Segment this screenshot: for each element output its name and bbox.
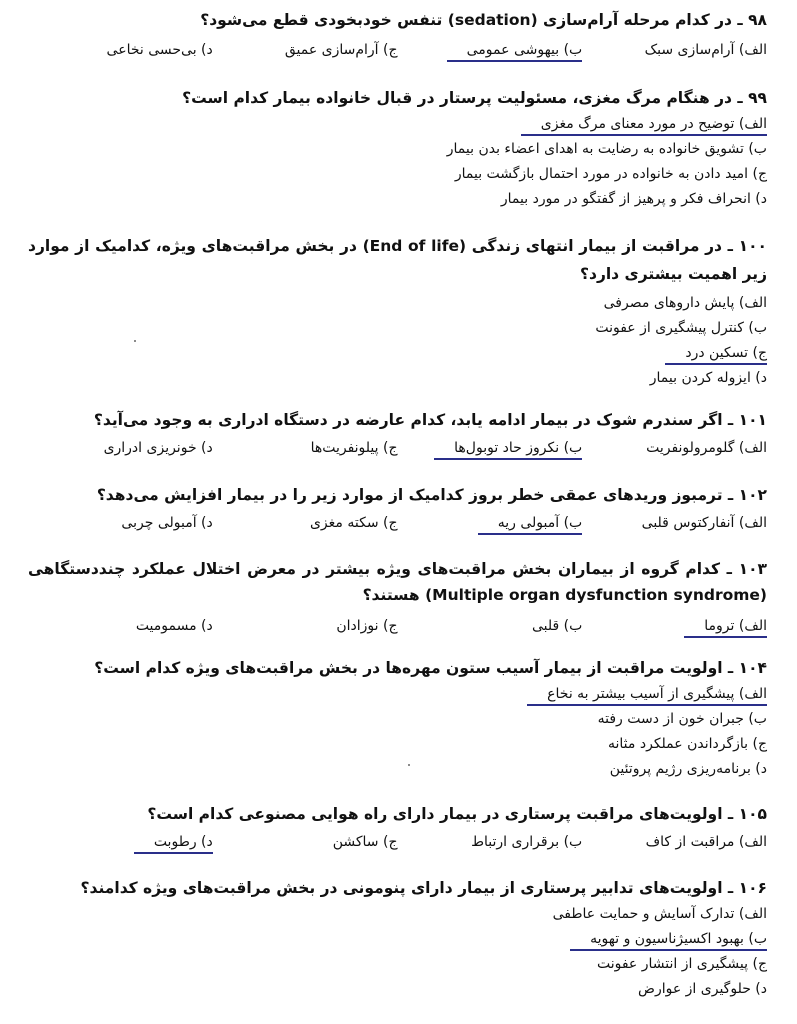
option-b[interactable]: ب) تشویق خانواده به رضایت به اهدای اعضاء بدن بیمار [446, 141, 767, 157]
option-c[interactable]: ج) پیلونفریت‌ها [310, 440, 398, 456]
scan-speck [134, 340, 136, 342]
option-d[interactable]: د) ایزوله کردن بیمار [649, 370, 767, 386]
options-row [28, 511, 767, 536]
question-stem: ۱۰۶ ـ اولویت‌های تدابیر پرستاری از بیمار دارای پنومونی در بخش مراقبت‌های ویژه کدامند؟ [80, 879, 767, 897]
question-stem: ۹۸ ـ در کدام مرحله آرام‌سازی (sedation) تنفس خودبخودی قطع می‌شود؟ [200, 11, 767, 29]
question-106 [28, 876, 767, 1002]
question-stem: ۹۹ ـ در هنگام مرگ مغزی، مسئولیت پرستار در قبال خانواده بیمار کدام است؟ [182, 89, 767, 107]
question-101 [28, 408, 767, 461]
option-b-answer[interactable]: ب) نکروز حاد توبول‌ها [434, 440, 582, 460]
option-d[interactable]: د) خونریزی ادراری [103, 440, 213, 456]
option-b-answer[interactable]: ب) بیهوشی عمومی [447, 42, 583, 62]
option-d[interactable]: د) برنامه‌ریزی رژیم پروتئین [609, 761, 767, 777]
option-c[interactable]: ج) بازگرداندن عملکرد مثانه [608, 736, 767, 752]
options-row [28, 614, 767, 639]
option-a-answer[interactable]: الف) تروما [684, 618, 767, 638]
option-d[interactable]: د) انحراف فکر و پرهیز از گفتگو در مورد بیمار [500, 191, 767, 207]
option-b-answer[interactable]: ب) بهبود اکسیژناسیون و تهویه [570, 931, 767, 951]
option-c[interactable]: ج) ساکشن [332, 834, 398, 850]
option-a[interactable]: الف) پایش داروهای مصرفی [603, 295, 767, 311]
option-a-answer[interactable]: الف) توضیح در مورد معنای مرگ مغزی [521, 116, 767, 136]
question-stem: ۱۰۲ ـ ترمبوز وریدهای عمقی خطر بروز کدامیک از موارد زیر را در بیمار افزایش می‌دهد؟ [96, 486, 767, 504]
question-stem: ۱۰۴ ـ اولویت مراقبت از بیمار آسیب ستون مهره‌ها در بخش مراقبت‌های ویژه کدام است؟ [94, 659, 767, 677]
scan-speck [408, 764, 410, 766]
option-b-answer[interactable]: ب) آمبولی ریه [478, 515, 583, 535]
option-a-answer[interactable]: الف) پیشگیری از آسیب بیشتر به نخاع [527, 686, 767, 706]
question-103 [28, 556, 767, 639]
option-d[interactable]: د) مسمومیت [135, 618, 213, 634]
option-d[interactable]: د) حلوگیری از عوارض [638, 981, 767, 997]
question-stem: ۱۰۵ ـ اولویت‌های مراقبت پرستاری در بیمار دارای راه هوایی مصنوعی کدام است؟ [147, 805, 767, 823]
question-102 [28, 483, 767, 536]
option-c-answer[interactable]: ج) تسکین درد [665, 345, 767, 365]
option-d-answer[interactable]: د) رطوبت [134, 834, 213, 854]
option-c[interactable]: ج) آرام‌سازی عمیق [284, 42, 398, 58]
options-row [28, 830, 767, 855]
question-100 [28, 232, 767, 391]
option-b[interactable]: ب) جبران خون از دست رفته [597, 711, 767, 727]
question-104 [28, 656, 767, 782]
option-a[interactable]: الف) تدارک آسایش و حمایت عاطفی [552, 906, 767, 922]
option-d[interactable]: د) آمبولی چربی [121, 515, 213, 531]
question-stem: ۱۰۳ ـ کدام گروه از بیماران بخش مراقبت‌های ویژه بیشتر در معرض اختلال عملکرد چنددستگاهی (Multiple organ dysfunction syndrome) هستند؟ [28, 560, 767, 604]
question-stem: ۱۰۰ ـ در مراقبت از بیمار انتهای زندگی (End of life) در بخش مراقبت‌های ویژه، کدامیک از موارد زیر اهمیت بیشتری دارد؟ [28, 237, 767, 283]
option-b[interactable]: ب) قلبی [531, 618, 583, 634]
option-c[interactable]: ج) پیشگیری از انتشار عفونت [596, 956, 767, 972]
option-c[interactable]: ج) نوزادان [336, 618, 398, 634]
question-98 [28, 8, 767, 63]
question-99 [28, 86, 767, 212]
options-row [28, 436, 767, 461]
option-c[interactable]: ج) امید دادن به خانواده در مورد احتمال بازگشت بیمار [454, 166, 767, 182]
question-105 [28, 802, 767, 855]
option-a[interactable]: الف) آرام‌سازی سبک [644, 42, 767, 58]
option-a[interactable]: الف) گلومرولونفریت [646, 440, 767, 456]
question-stem: ۱۰۱ ـ اگر سندرم شوک در بیمار ادامه یابد، کدام عارضه در دستگاه ادراری به وجود می‌آید؟ [93, 411, 767, 429]
options-row [28, 38, 767, 63]
option-b[interactable]: ب) کنترل پیشگیری از عفونت [595, 320, 767, 336]
option-a[interactable]: الف) آنفارکتوس قلبی [641, 515, 767, 531]
option-c[interactable]: ج) سکته مغزی [309, 515, 398, 531]
option-b[interactable]: ب) برقراری ارتباط [471, 834, 583, 850]
option-a[interactable]: الف) مراقبت از کاف [645, 834, 767, 850]
option-d[interactable]: د) بی‌حسی نخاعی [106, 42, 213, 58]
